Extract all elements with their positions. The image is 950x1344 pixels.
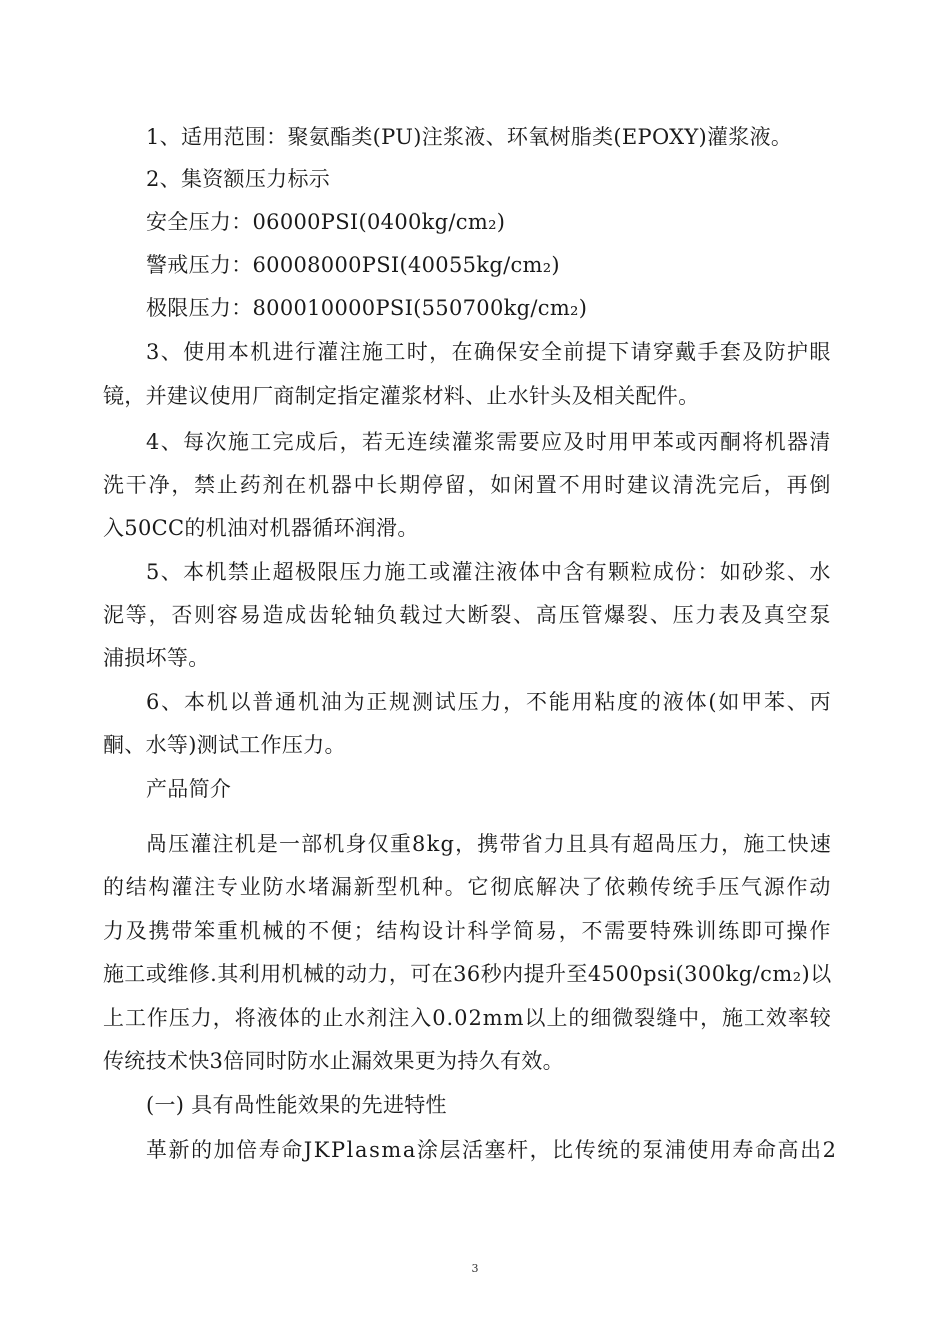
page-number: 3 [471,1262,479,1275]
text-line-2: 2、集资额压力标示 [146,167,331,191]
text-line-21: 上工作压力，将液体的止水剂注入0.02mm以上的细微裂缝中，施工效率较 [103,1006,832,1030]
text-line-7: 镜，并建议使用厂商制定指定灌浆材料、止水针头及相关配件。 [103,384,700,408]
text-line-20: 施工或维修.其利用机械的动力，可在36秒内提升至4500psi(300kg/cm₂)以 [103,962,832,986]
text-line-5: 极限压力：800010000PSI(550700kg/cm₂) [146,296,588,320]
text-line-17: 咼压灌注机是一部机身仅重8kg，携带省力且具有超咼压力，施工快速 [146,832,833,856]
text-line-10: 入50CC的机油对机器循环润滑。 [103,516,419,540]
text-line-6: 3、使用本机进行灌注施工时，在确保安全前提下请穿戴手套及防护眼 [146,340,832,364]
text-line-1: 1、适用范围：聚氨酯类(PU)注浆液、环氧树脂类(EPOXY)灌浆液。 [146,125,793,149]
text-line-11: 5、本机禁止超极限压力施工或灌注液体中含有颗粒成份：如砂浆、水 [146,560,832,584]
text-line-8: 4、每次施工完成后，若无连续灌浆需要应及时用甲苯或丙酮将机器清 [146,430,832,454]
text-line-18: 的结构灌注专业防水堵漏新型机种。它彻底解决了依赖传统手压气源作动 [103,875,833,899]
text-line-19: 力及携带笨重机械的不便；结构设计科学简易，不需要特殊训练即可操作 [103,919,833,943]
text-line-9: 洗干净，禁止药剂在机器中长期停留，如闲置不用时建议清洗完后，再倒 [103,473,833,497]
text-line-24: 革新的加倍寿命JKPlasma涂层活塞杆，比传统的泵浦使用寿命高出2 [146,1138,838,1162]
text-line-22: 传统技术快3倍同时防水止漏效果更为持久有效。 [103,1049,564,1073]
text-line-14: 6、本机以普通机油为正规测试压力，不能用粘度的液体(如甲苯、丙 [146,690,833,714]
text-line-13: 浦损坏等。 [103,646,210,670]
text-line-15: 酮、水等)测试工作压力。 [103,733,346,757]
text-line-12: 泥等，否则容易造成齿轮轴负载过大断裂、高压管爆裂、压力表及真空泵 [103,603,833,627]
text-line-16: 产品简介 [146,777,232,801]
text-line-4: 警戒压力：60008000PSI(40055kg/cm₂) [146,253,560,277]
text-line-23: (一) 具有咼性能效果的先进特性 [146,1093,447,1117]
text-line-3: 安全压力：06000PSI(0400kg/cm₂) [146,210,506,234]
